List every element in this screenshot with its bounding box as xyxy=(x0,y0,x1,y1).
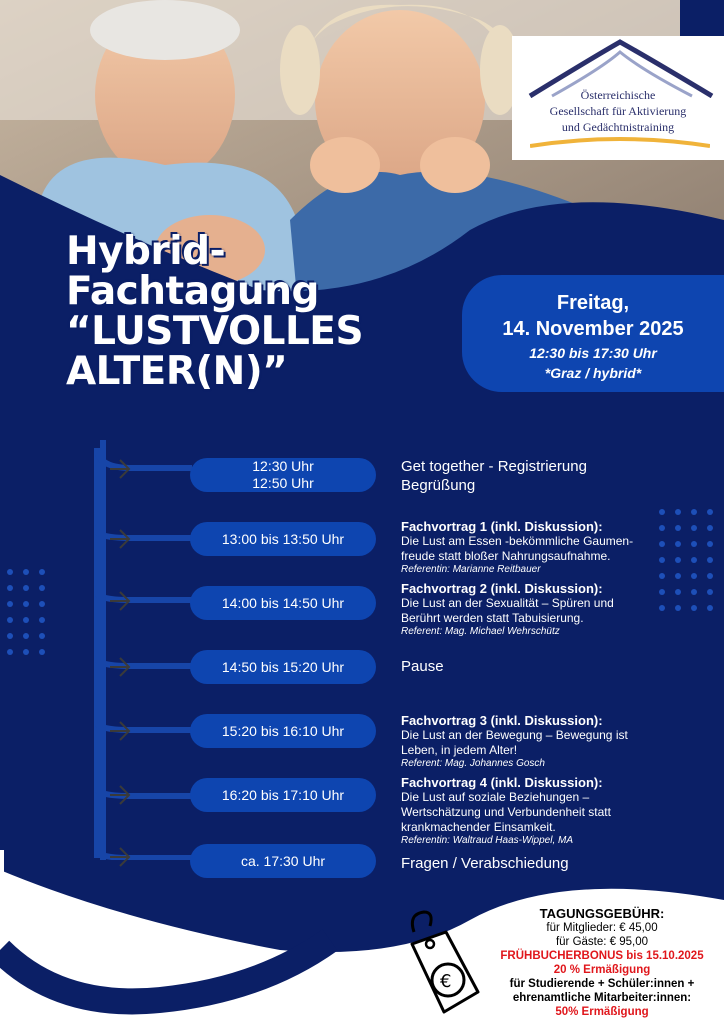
item-speaker: Referent: Mag. Michael Wehrschütz xyxy=(401,626,560,637)
arrow-icon xyxy=(108,586,132,616)
title-line3: “LUSTVOLLES xyxy=(66,309,364,354)
fee-discount-20: 20 % Ermäßigung xyxy=(553,964,651,976)
title-line4: ALTER(N)” xyxy=(66,349,288,394)
schedule-item-3 xyxy=(401,581,701,638)
item-line: Fragen / Verabschiedung xyxy=(401,855,569,872)
date-panel xyxy=(462,275,724,392)
schedule-time-5: 15:20 bis 16:10 Uhr xyxy=(190,714,376,748)
logo-text-line2: Gesellschaft für Aktivierung xyxy=(549,104,687,118)
time-start: 12:30 Uhr xyxy=(252,458,314,474)
schedule-time-3: 14:00 bis 14:50 Uhr xyxy=(190,586,376,620)
fee-title: TAGUNGSGEBÜHR: xyxy=(539,906,665,921)
item-text: Die Lust an der Bewegung – Bewegung ist xyxy=(401,728,628,742)
fee-info xyxy=(484,907,720,1019)
item-line: Pause xyxy=(401,658,444,675)
arrow-icon xyxy=(108,524,132,554)
item-line: Get together - Registrierung xyxy=(401,458,587,475)
price-tag-icon xyxy=(400,910,484,1016)
item-text: krankmachender Einsamkeit. xyxy=(401,820,556,834)
event-date: 14. November 2025 xyxy=(502,318,684,340)
schedule-time-7: ca. 17:30 Uhr xyxy=(190,844,376,878)
logo-text-line3: und Gedächtnistraining xyxy=(561,120,675,134)
item-text: Die Lust am Essen -bekömmliche Gaumen- xyxy=(401,534,634,548)
fee-bonus: FRÜHBUCHERBONUS bis 15.10.2025 xyxy=(500,950,704,962)
item-heading: Fachvortrag 4 (inkl. Diskussion): xyxy=(401,775,603,790)
item-heading: Fachvortrag 3 (inkl. Diskussion): xyxy=(401,713,603,728)
item-text: freude statt bloßer Nahrungsaufnahme. xyxy=(401,549,611,563)
decorative-dots-left xyxy=(4,566,50,658)
schedule-item-2 xyxy=(401,519,701,576)
fee-members: für Mitglieder: € 45,00 xyxy=(546,922,658,934)
event-title xyxy=(66,229,364,394)
item-text: Berührt werden statt Tabuisierung. xyxy=(401,611,584,625)
title-line1: Hybrid- xyxy=(66,229,226,274)
fee-discount-50: 50% Ermäßigung xyxy=(555,1006,649,1018)
arrow-icon xyxy=(108,780,132,810)
schedule-time-2: 13:00 bis 13:50 Uhr xyxy=(190,522,376,556)
event-time: 12:30 bis 17:30 Uhr xyxy=(529,345,657,361)
item-text: Die Lust an der Sexualität – Spüren und xyxy=(401,596,614,610)
title-line2: Fachtagung xyxy=(66,269,319,314)
item-text: Wertschätzung und Verbundenheit statt xyxy=(401,805,611,819)
item-text: Die Lust auf soziale Beziehungen – xyxy=(401,790,590,804)
schedule-time-6: 16:20 bis 17:10 Uhr xyxy=(190,778,376,812)
fee-students: für Studierende + Schüler:innen + xyxy=(509,978,695,990)
fee-guests: für Gäste: € 95,00 xyxy=(555,936,649,948)
item-heading: Fachvortrag 1 (inkl. Diskussion): xyxy=(401,519,603,534)
arrow-icon xyxy=(108,716,132,746)
arrow-icon xyxy=(108,652,132,682)
item-line: Begrüßung xyxy=(401,477,476,494)
item-speaker: Referent: Mag. Johannes Gosch xyxy=(401,758,545,769)
schedule-time-4: 14:50 bis 15:20 Uhr xyxy=(190,650,376,684)
fee-volunteers: ehrenamtliche Mitarbeiter:innen: xyxy=(512,992,692,1004)
item-text: Leben, in jedem Alter! xyxy=(401,743,518,757)
schedule-time-1 xyxy=(190,458,376,492)
schedule-item-6 xyxy=(401,775,701,847)
schedule-item-4 xyxy=(401,657,701,676)
item-heading: Fachvortrag 2 (inkl. Diskussion): xyxy=(401,581,603,596)
timeline-bar xyxy=(100,440,106,860)
arrow-icon xyxy=(108,454,132,484)
event-day: Freitag, xyxy=(556,292,630,314)
time-end: 12:50 Uhr xyxy=(252,475,314,491)
euro-icon: € xyxy=(440,971,452,992)
event-place: *Graz / hybrid* xyxy=(544,365,642,381)
item-speaker: Referentin: Marianne Reitbauer xyxy=(401,564,541,575)
logo-swoosh xyxy=(530,136,710,148)
item-speaker: Referentin: Waltraud Haas-Wippel, MA xyxy=(401,835,574,846)
schedule-item-1 xyxy=(401,457,701,495)
logo-text-line1: Österreichische xyxy=(580,88,656,102)
schedule-item-5 xyxy=(401,713,701,770)
